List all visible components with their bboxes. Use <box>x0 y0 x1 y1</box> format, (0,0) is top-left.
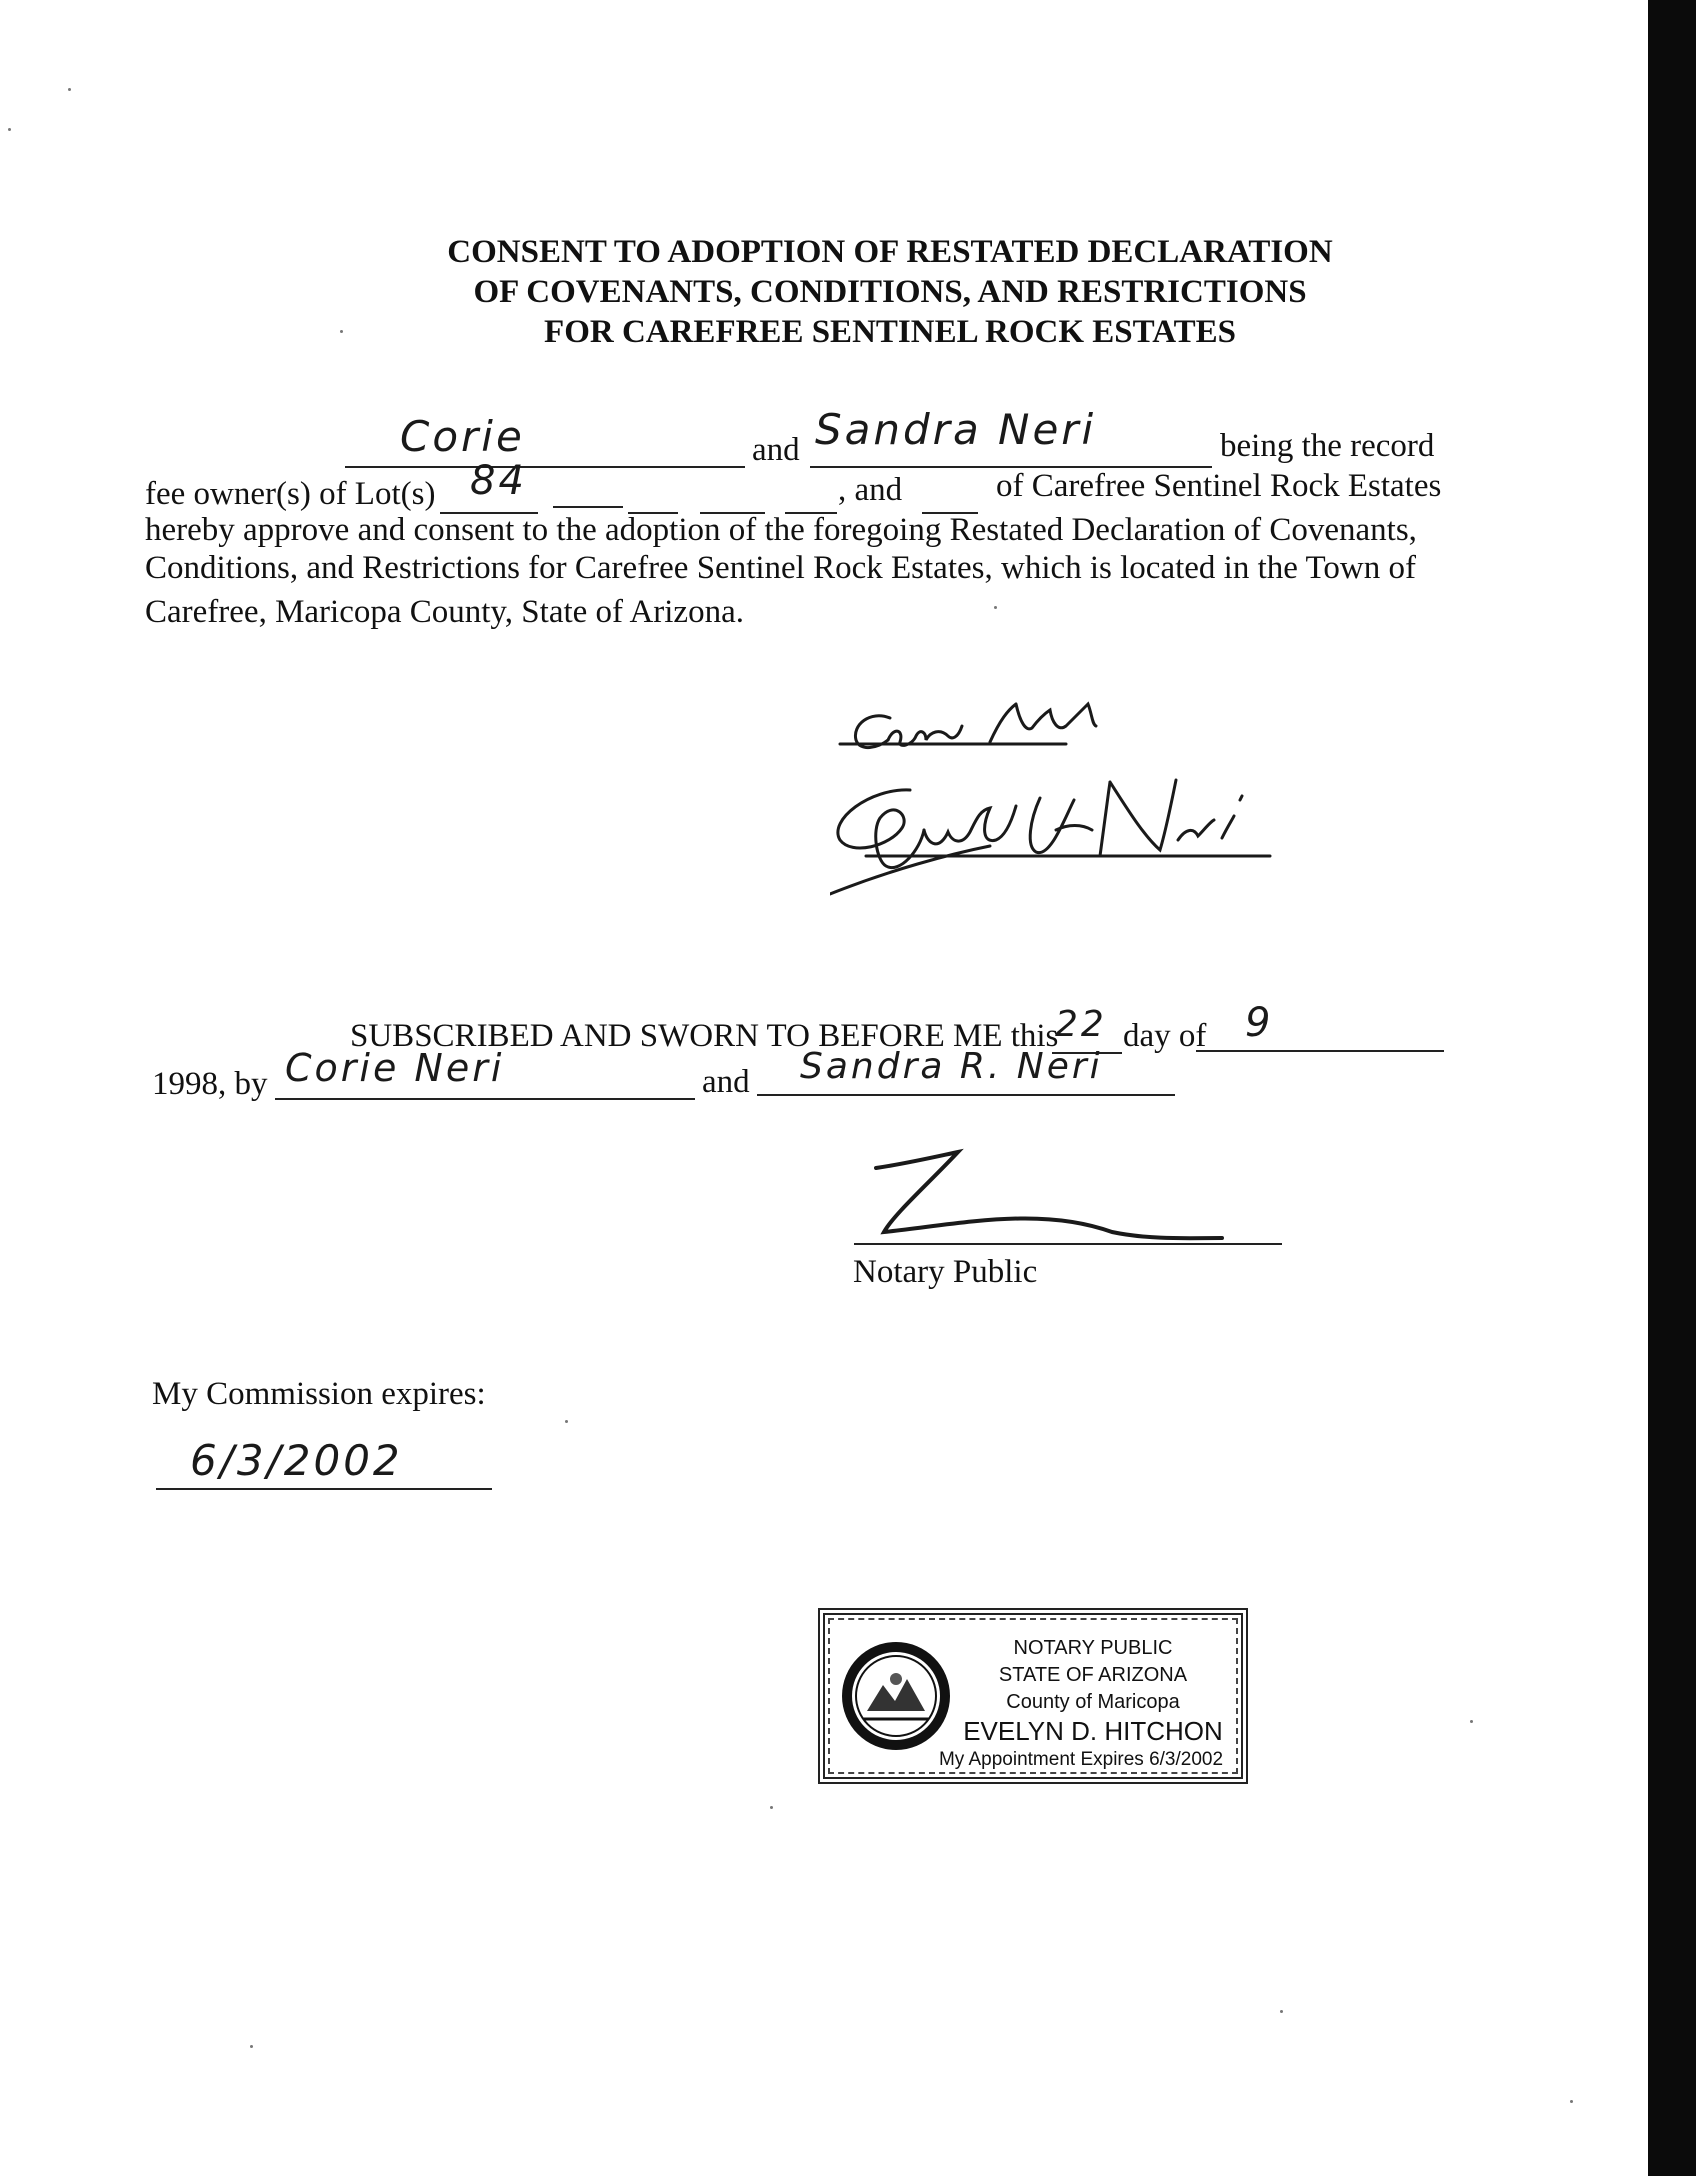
scan-speck <box>250 2045 253 2048</box>
seal-text <box>938 1635 1231 1773</box>
title-line-2: OF COVENANTS, CONDITIONS, AND RESTRICTIONS <box>473 274 1307 310</box>
scan-speck <box>8 128 11 131</box>
title-line-3: FOR CAREFREE SENTINEL ROCK ESTATES <box>544 314 1236 350</box>
scan-speck <box>1470 1720 1473 1723</box>
scan-speck <box>565 1420 568 1423</box>
consent-line-5: Carefree, Maricopa County, State of Arizona. <box>145 594 744 630</box>
month-line <box>1196 1050 1444 1052</box>
consent-line-4: Conditions, and Restrictions for Carefree Sentinel Rock Estates, which is located in the Town of <box>145 550 1416 586</box>
document-title <box>300 232 1480 352</box>
scan-speck <box>994 606 997 609</box>
notary-seal-stamp <box>818 1608 1248 1784</box>
notary-signature <box>850 1140 1290 1260</box>
owner2-handwritten: Sandra Neri <box>815 405 1097 454</box>
owner1-line <box>345 466 745 468</box>
seal-line-5: My Appointment Expires 6/3/2002 <box>938 1749 1224 1770</box>
and-text-1: and <box>752 432 800 468</box>
lots-and-text: , and <box>838 472 903 508</box>
name1-line <box>275 1098 695 1100</box>
notary-public-label: Notary Public <box>853 1254 1038 1290</box>
lot-handwritten: 84 <box>470 458 527 504</box>
scan-speck <box>1280 2010 1283 2013</box>
fee-owners-text: fee owner(s) of Lot(s) <box>145 476 436 512</box>
seal-line-2: STATE OF ARIZONA <box>998 1664 1188 1686</box>
commission-date-line <box>156 1488 492 1490</box>
subscribed-text: SUBSCRIBED AND SWORN TO BEFORE ME this <box>350 1018 1059 1054</box>
day-handwritten: 22 <box>1055 1004 1107 1045</box>
owner-signatures <box>830 670 1350 900</box>
being-record-text: being the record <box>1220 428 1435 464</box>
seal-line-4: EVELYN D. HITCHON <box>963 1716 1223 1746</box>
scan-edge <box>1648 0 1696 2176</box>
seal-line-3: County of Maricopa <box>1006 1691 1180 1713</box>
owner1-handwritten: Corie <box>400 412 525 461</box>
and-text-2: and <box>702 1064 750 1100</box>
seal-line-1: NOTARY PUBLIC <box>1013 1637 1173 1659</box>
state-seal-emblem <box>839 1639 953 1753</box>
month-handwritten: 9 <box>1245 1000 1274 1046</box>
of-estates-text: of Carefree Sentinel Rock Estates <box>996 468 1442 504</box>
title-line-1: CONSENT TO ADOPTION OF RESTATED DECLARATION <box>447 234 1333 270</box>
commission-label: My Commission expires: <box>152 1376 486 1412</box>
scan-speck <box>340 330 343 333</box>
scan-speck <box>770 1806 773 1809</box>
day-of-text: day of <box>1123 1018 1207 1054</box>
scan-speck <box>68 88 71 91</box>
consent-line-3: hereby approve and consent to the adoption of the foregoing Restated Declaration of Covenants, <box>145 512 1417 548</box>
year-by-text: 1998, by <box>152 1066 268 1102</box>
scan-speck <box>1570 2100 1573 2103</box>
lot-line-2 <box>553 506 623 508</box>
name2-line <box>757 1094 1175 1096</box>
name1-handwritten: Corie Neri <box>285 1046 505 1090</box>
name2-handwritten: Sandra R. Neri <box>800 1046 1103 1087</box>
commission-date-handwritten: 6/3/2002 <box>190 1436 403 1485</box>
